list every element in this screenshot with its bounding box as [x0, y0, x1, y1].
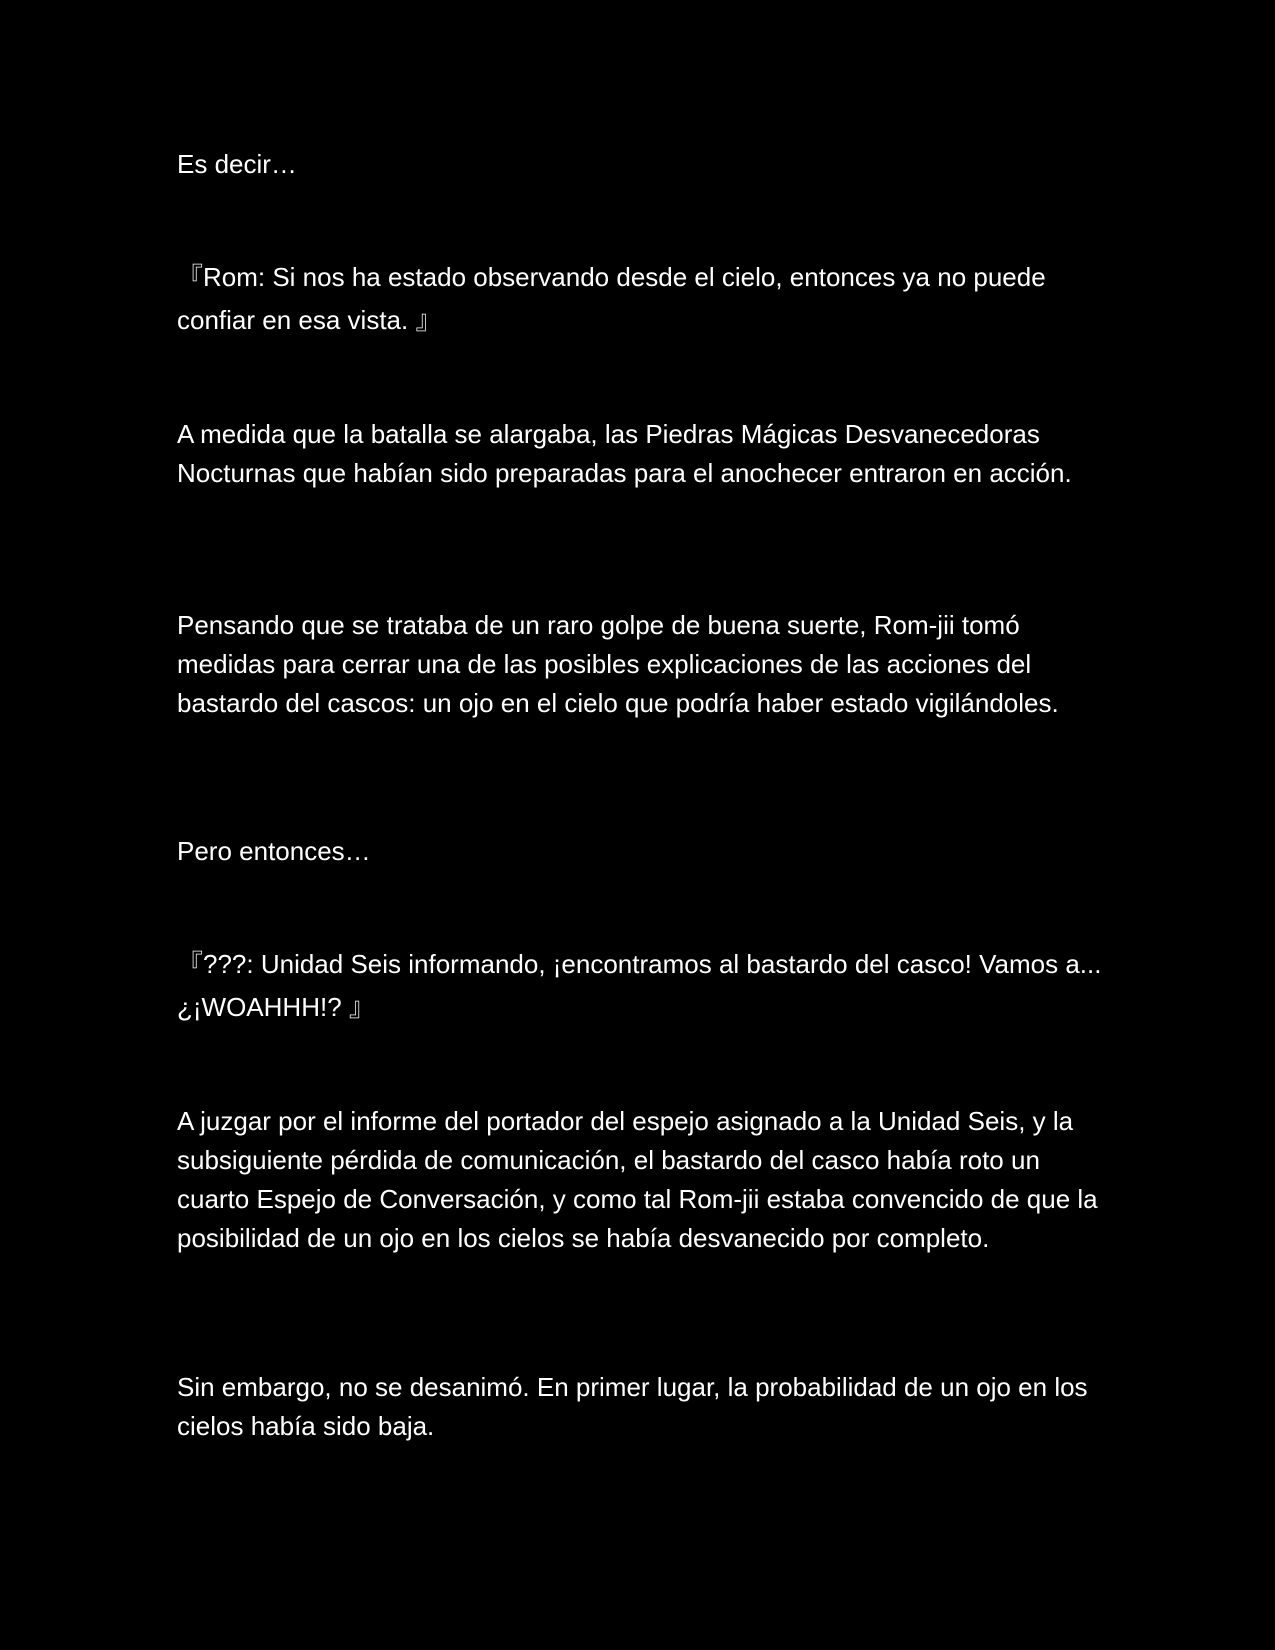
paragraph-3: A medida que la batalla se alargaba, las Piedras Mágicas Desvanecedoras Nocturnas que habían sido preparadas para el anochecer entraron en acción.: [177, 419, 1072, 488]
paragraph-4: Pensando que se trataba de un raro golpe de buena suerte, Rom-jii tomó medidas para cerrar una de las posibles explicaciones de las acciones del bastardo del cascos: un ojo en el cielo que podría haber estado vigilándoles.: [177, 610, 1059, 718]
paragraph-5: Pero entonces…: [177, 836, 371, 866]
paragraph-1: Es decir…: [177, 149, 297, 179]
paragraph-7: A juzgar por el informe del portador del espejo asignado a la Unidad Seis, y la subsiguiente pérdida de comunicación, el bastardo del casco había roto un cuarto Espejo de Conversación, y como tal Rom-jii estaba convencido de que la posibilidad de un ojo en los cielos se había desvanecido por completo.: [177, 1106, 1098, 1253]
dialog-rom: 『Rom: Si nos ha estado observando desde el cielo, entonces ya no puede confiar en esa vista. 』: [177, 262, 1046, 335]
dialog-unit-six: 『???: Unidad Seis informando, ¡encontramos al bastardo del casco! Vamos a... ¿¡WOAHHH!? 』: [177, 949, 1102, 1022]
paragraph-8: Sin embargo, no se desanimó. En primer lugar, la probabilidad de un ojo en los cielos había sido baja.: [177, 1372, 1088, 1441]
